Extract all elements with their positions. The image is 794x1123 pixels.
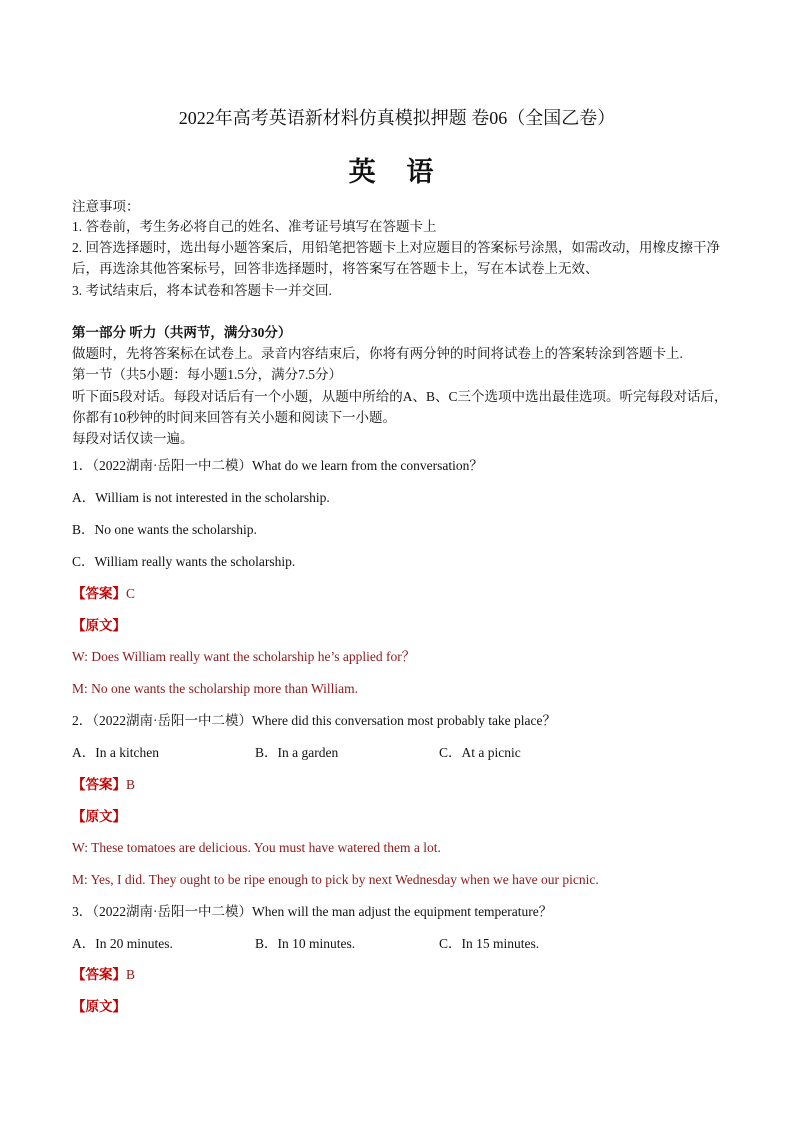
question-1-transcript-line-2: M: No one wants the scholarship more than William.	[72, 681, 359, 696]
question-2-option-a: A．In a kitchen	[72, 745, 159, 760]
answer-value: B	[126, 967, 136, 982]
question-2-transcript-line-1: W: These tomatoes are delicious. You must have watered them a lot.	[72, 840, 441, 855]
question-2-option-b: B．In a garden	[255, 745, 339, 760]
question-1-stem: 1．（2022湖南·岳阳一中二模）What do we learn from the conversation？	[72, 458, 483, 473]
read-once-note: 每段对话仅读一遍。	[72, 431, 194, 446]
transcript-label: 【原文】	[72, 809, 126, 824]
exam-title: 2022年高考英语新材料仿真模拟押题 卷06（全国乙卷）	[178, 108, 616, 128]
answer-value: B	[126, 777, 136, 792]
answer-value: C	[126, 586, 136, 601]
transcript-label: 【原文】	[72, 618, 126, 633]
question-3-answer	[72, 965, 135, 985]
notice-item-3: 3. 考试结束后，将本试卷和答题卡一并交回.	[72, 283, 332, 298]
question-1-option-b: B．No one wants the scholarship.	[72, 522, 257, 537]
question-1-transcript-line-1: W: Does William really want the scholarship he’s applied for？	[72, 649, 416, 664]
question-1-option-c: C．William really wants the scholarship.	[72, 554, 296, 569]
question-2-stem: 2．（2022湖南·岳阳一中二模）Where did this conversation most probably take place？	[72, 713, 557, 728]
section-instruction: 听下面5段对话。每段对话后有一个小题，从题中所给的A、B、C三个选项中选出最佳选项。听完每段对话后，你都有10秒钟的时间来回答有关小题和阅读下一小题。	[72, 389, 728, 425]
question-2-answer	[72, 775, 135, 795]
question-1-transcript-label	[72, 616, 126, 636]
section-heading: 第一节（共5小题：每小题1.5分，满分7.5分）	[72, 367, 342, 382]
notice-heading: 注意事项：	[72, 199, 140, 214]
question-1-option-a: A．William is not interested in the scholarship.	[72, 490, 330, 505]
notice-item-1: 1. 答卷前，考生务必将自己的姓名、准考证号填写在答题卡上	[72, 219, 437, 234]
transcript-label: 【原文】	[72, 999, 126, 1014]
notice-item-2: 2. 回答选择题时，选出每小题答案后，用铅笔把答题卡上对应题目的答案标号涂黑，如需改动，用橡皮擦干净后，再选涂其他答案标号，回答非选择题时，将答案写在答题卡上，写在本试卷上无效、	[72, 240, 720, 276]
question-3-option-a: A．In 20 minutes.	[72, 936, 173, 951]
question-3-transcript-label	[72, 997, 126, 1017]
question-1-answer	[72, 584, 135, 604]
question-3-stem: 3．（2022湖南·岳阳一中二模）When will the man adjust the equipment temperature？	[72, 904, 553, 919]
question-3-option-c: C．In 15 minutes.	[439, 936, 540, 951]
question-2-transcript-line-2: M: Yes, I did. They ought to be ripe enough to pick by next Wednesday when we have our picnic.	[72, 872, 599, 887]
part1-heading: 第一部分 听力（共两节，满分30分）	[72, 325, 292, 340]
question-3-option-b: B．In 10 minutes.	[255, 936, 356, 951]
part1-intro: 做题时，先将答案标在试卷上。录音内容结束后，你将有两分钟的时间将试卷上的答案转涂到答题卡上.	[72, 346, 683, 361]
answer-label: 【答案】	[72, 586, 126, 601]
answer-label: 【答案】	[72, 967, 126, 982]
answer-label: 【答案】	[72, 777, 126, 792]
subject-title: 英 语	[348, 157, 446, 187]
question-2-transcript-label	[72, 807, 126, 827]
question-2-option-c: C．At a picnic	[439, 745, 521, 760]
